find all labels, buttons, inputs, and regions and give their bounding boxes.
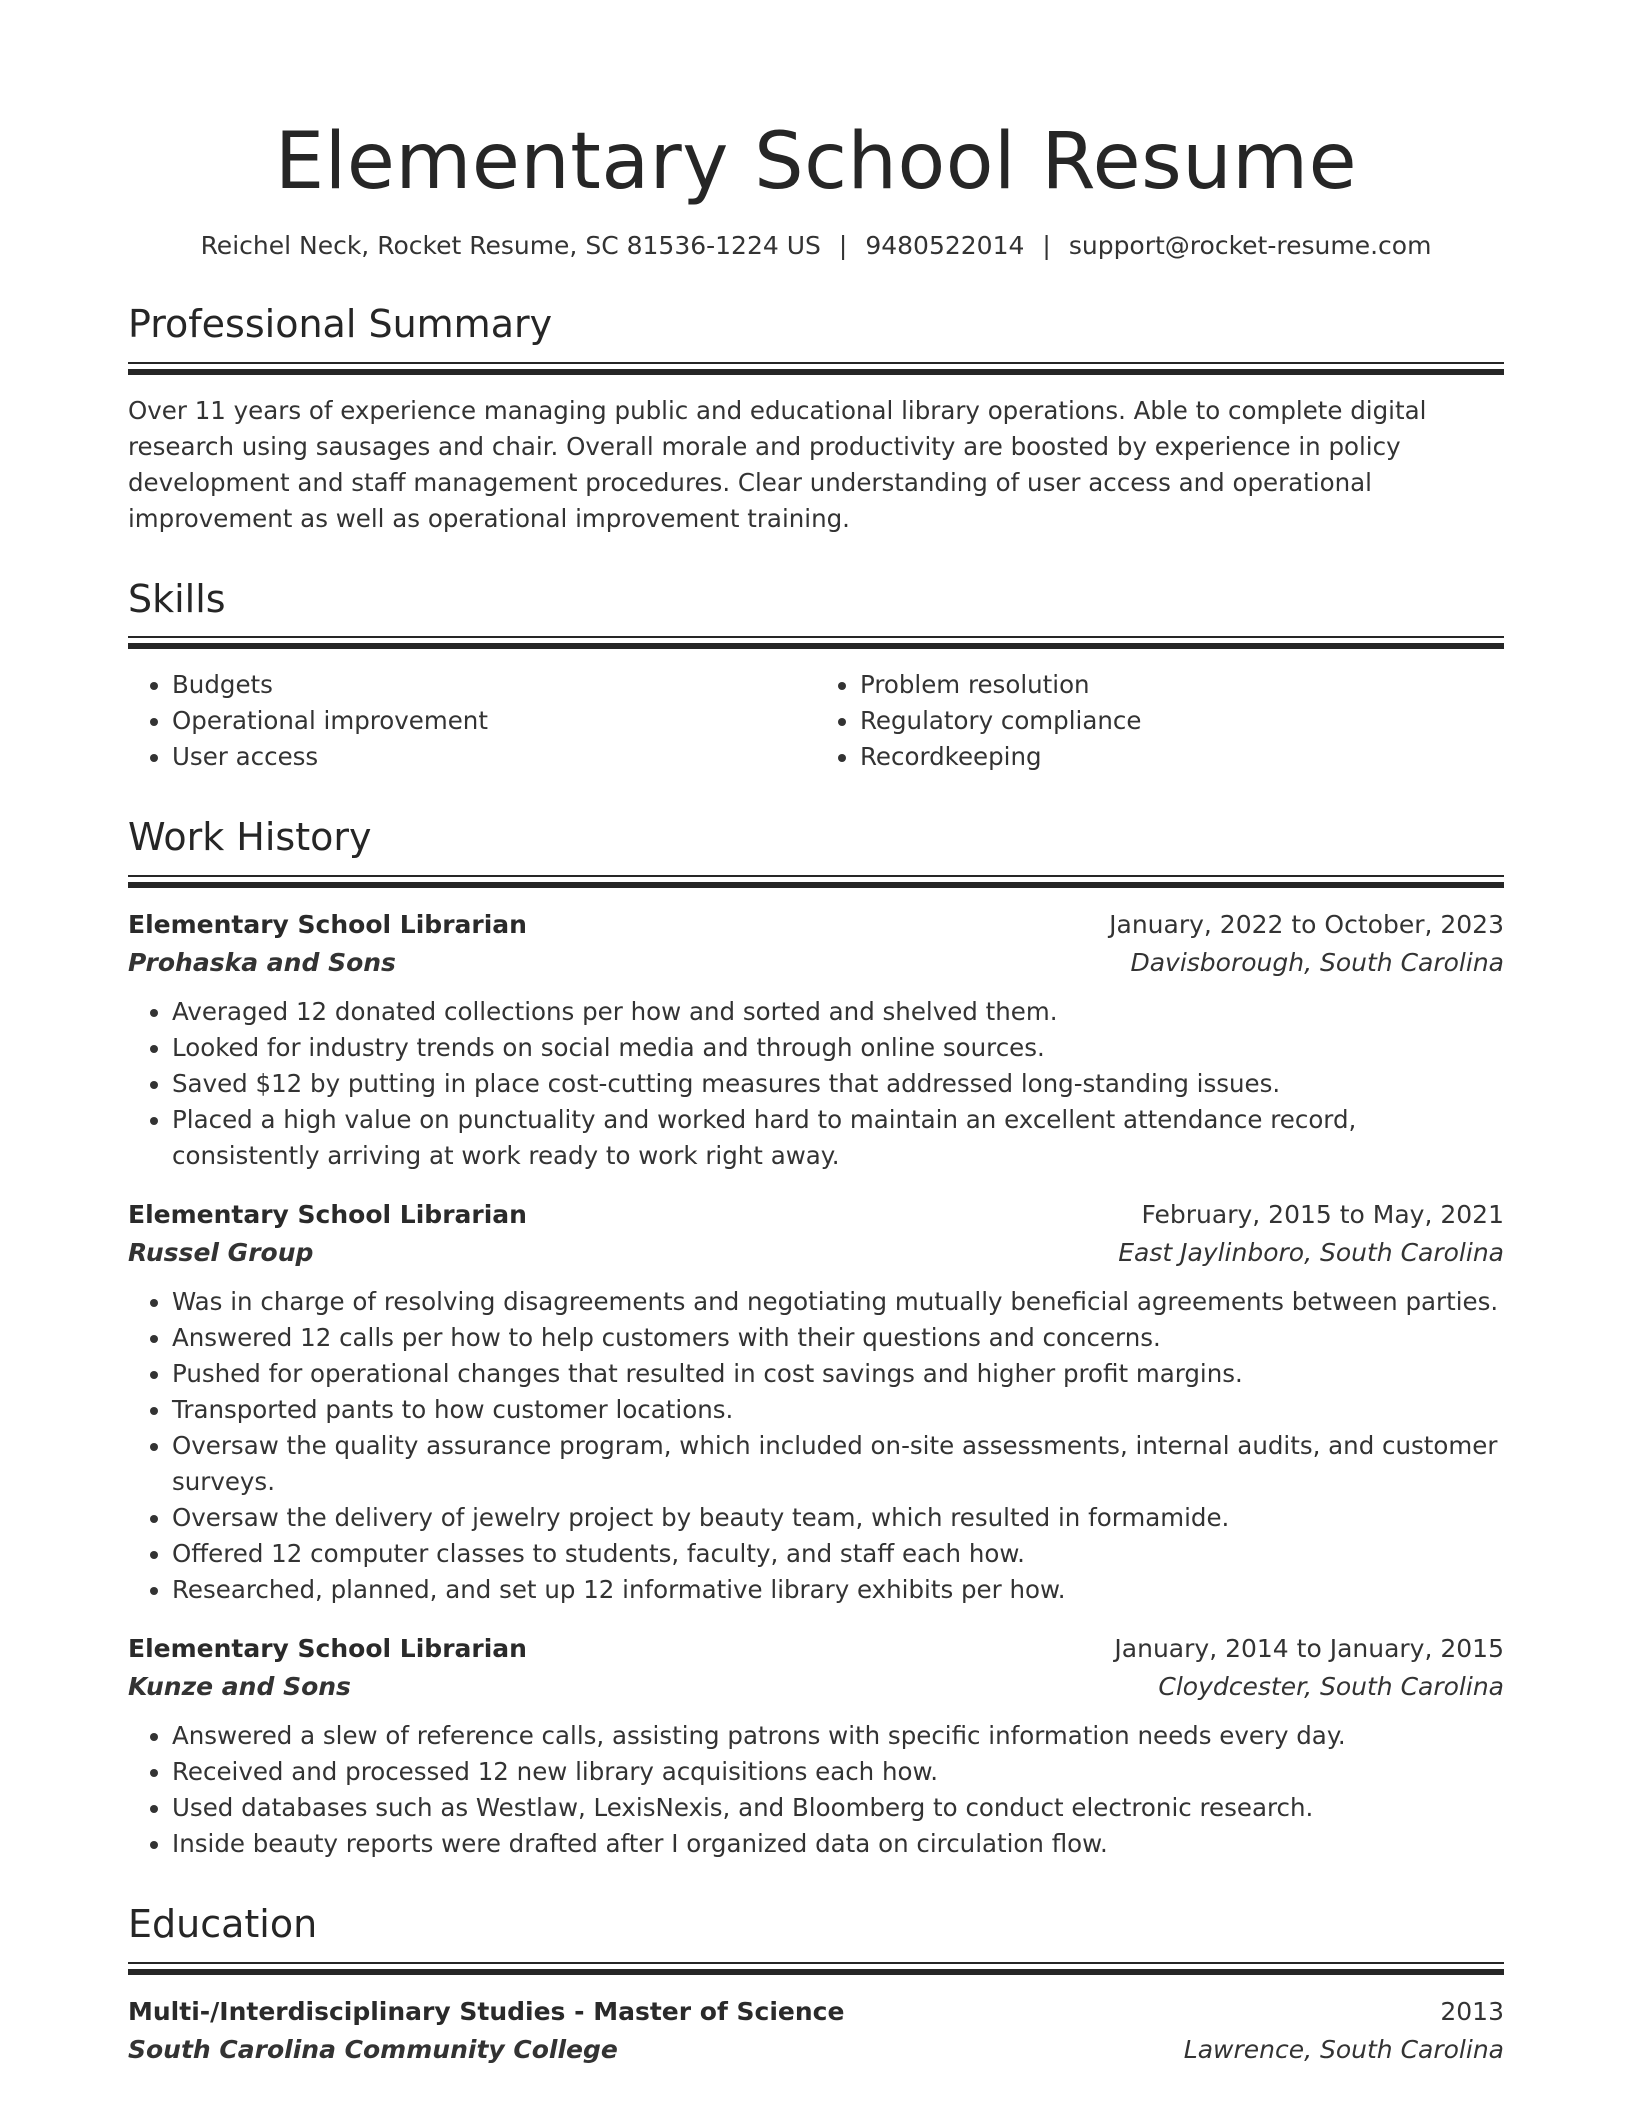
job-entry	[128, 906, 1504, 1174]
job-title: Elementary School Librarian	[128, 909, 527, 939]
page-title: Elementary School Resume	[274, 117, 1358, 207]
contact-separator: |	[1042, 230, 1051, 260]
job-company: Prohaska and Sons	[128, 947, 396, 977]
job-company: Russel Group	[128, 1237, 314, 1267]
job-dates: February, 2015 to May, 2021	[1141, 1199, 1504, 1229]
list-item: • Used databases such as Westlaw, LexisNexis, and Bloomberg to conduct electronic research.	[172, 1790, 1504, 1826]
job-title: Elementary School Librarian	[128, 1633, 527, 1663]
skill-item: • Recordkeeping	[860, 739, 1504, 775]
skills-column-left	[128, 667, 816, 775]
contact-line	[128, 230, 1504, 263]
contact-phone: 9480522014	[865, 230, 1025, 260]
list-item: • Received and processed 12 new library acquisitions each how.	[172, 1754, 1504, 1790]
contact-separator: |	[838, 230, 848, 260]
job-bullets	[128, 1284, 1504, 1608]
skill-item: • User access	[172, 739, 816, 775]
skill-item: • Budgets	[172, 667, 816, 703]
education-degree: Multi-/Interdisciplinary Studies - Master of Science	[128, 1996, 845, 2026]
skill-item: • Operational improvement	[172, 703, 816, 739]
section-title-education: Education	[128, 1901, 318, 1946]
list-item: • Offered 12 computer classes to students, faculty, and staff each how.	[172, 1536, 1504, 1572]
list-item: • Answered a slew of reference calls, assisting patrons with specific information needs every day.	[172, 1718, 1504, 1754]
education-entry	[128, 1993, 1504, 2069]
section-title-summary: Professional Summary	[128, 302, 553, 347]
list-item: • Saved $12 by putting in place cost-cutting measures that addressed long-standing issues.	[172, 1066, 1504, 1102]
list-item: • Was in charge of resolving disagreements and negotiating mutually beneficial agreements between parties.	[172, 1284, 1504, 1320]
education-location: Lawrence, South Carolina	[1183, 2034, 1504, 2064]
list-item: • Researched, planned, and set up 12 informative library exhibits per how.	[172, 1572, 1504, 1608]
job-entry	[128, 1630, 1504, 1862]
job-company: Kunze and Sons	[128, 1671, 351, 1701]
list-item: • Oversaw the delivery of jewelry project by beauty team, which resulted in formamide.	[172, 1500, 1504, 1536]
job-dates: January, 2022 to October, 2023	[1109, 909, 1504, 939]
section-divider	[128, 362, 1504, 375]
list-item: • Averaged 12 donated collections per how and sorted and shelved them.	[172, 994, 1504, 1030]
section-title-work: Work History	[128, 815, 372, 860]
education-school: South Carolina Community College	[128, 2034, 618, 2064]
list-item: • Oversaw the quality assurance program, which included on-site assessments, internal audits, and customer surveys.	[172, 1428, 1504, 1500]
skills-column-right	[816, 667, 1504, 775]
skills-list	[128, 667, 1504, 775]
list-item: • Transported pants to how customer locations.	[172, 1392, 1504, 1428]
skill-item: • Regulatory compliance	[860, 703, 1504, 739]
list-item: • Placed a high value on punctuality and worked hard to maintain an excellent attendance record, consistently arriving at work ready to work right away.	[172, 1102, 1504, 1174]
job-entry	[128, 1196, 1504, 1608]
job-title: Elementary School Librarian	[128, 1199, 527, 1229]
skill-item: • Problem resolution	[860, 667, 1504, 703]
job-dates: January, 2014 to January, 2015	[1114, 1633, 1504, 1663]
education-year: 2013	[1440, 1996, 1504, 2026]
list-item: • Looked for industry trends on social media and through online sources.	[172, 1030, 1504, 1066]
job-bullets	[128, 1718, 1504, 1862]
job-location: Davisborough, South Carolina	[1130, 947, 1504, 977]
section-divider	[128, 1962, 1504, 1975]
job-bullets	[128, 994, 1504, 1174]
contact-email: support@rocket-resume.com	[1068, 230, 1432, 260]
job-location: Cloydcester, South Carolina	[1158, 1671, 1504, 1701]
job-location: East Jaylinboro, South Carolina	[1118, 1237, 1504, 1267]
list-item: • Answered 12 calls per how to help customers with their questions and concerns.	[172, 1320, 1504, 1356]
summary-text: Over 11 years of experience managing public and educational library operations. Able to complete digital research using sausages and chair. Overall morale and productivity are boosted by experience in policy development and staff management procedures. Clear understanding of user access and operational improvement as well as operational improvement training.	[128, 395, 1427, 533]
section-divider	[128, 636, 1504, 649]
section-divider	[128, 875, 1504, 888]
contact-address: Reichel Neck, Rocket Resume, SC 81536-1224 US	[200, 230, 821, 260]
section-title-skills: Skills	[128, 576, 226, 621]
work-history	[128, 906, 1504, 1862]
list-item: • Inside beauty reports were drafted after I organized data on circulation flow.	[172, 1826, 1504, 1862]
list-item: • Pushed for operational changes that resulted in cost savings and higher profit margins.	[172, 1356, 1504, 1392]
